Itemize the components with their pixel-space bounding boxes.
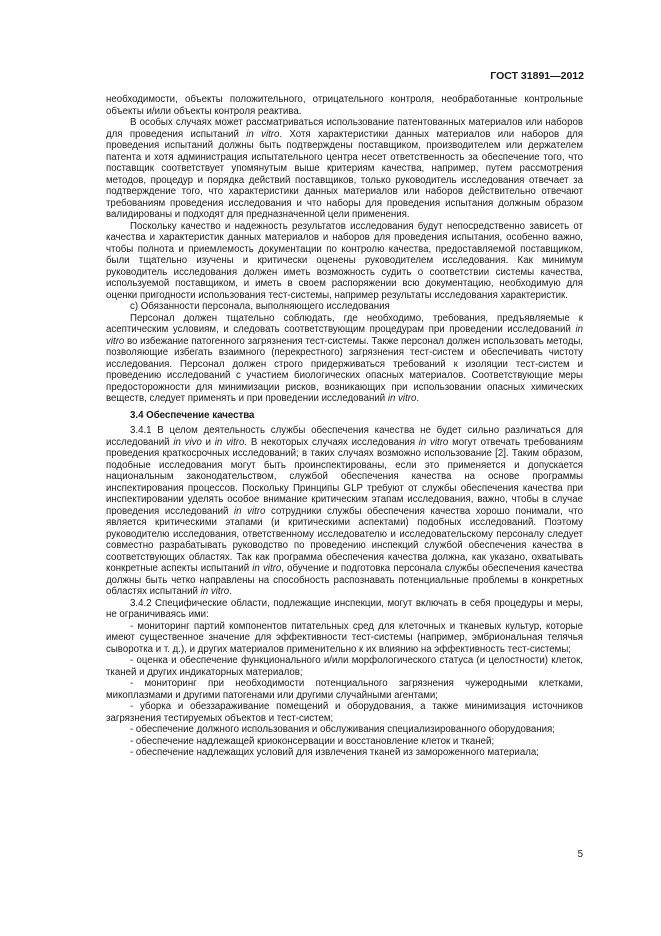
text-run: и: [201, 436, 215, 448]
list-item: [106, 655, 583, 678]
paragraph: [106, 94, 583, 117]
section-heading: [106, 410, 583, 422]
text-run: обеспечение должного использования и обслуживания специализированного оборудования;: [135, 724, 555, 735]
list-item: [106, 724, 583, 736]
text-run: Персонал должен тщательно соблюдать, где необходимо, требования, предъявляемые к асептическим условиям, и следовать соответствующим процедурам при проведении исследований: [106, 312, 583, 335]
italic-term: in vitro: [200, 586, 230, 597]
text-run: . Хотя характеристики данных материалов или наборов для проведения испытаний должны быть подтверждены поставщиком, производителем или держателем патента и хотя администрация испытательного центра несет ответственность за обеспечение того, что поставщик соответствует упомянутым выше критериям качества, например, путем рассмотрения методов, процедур и порядка действий поставщиков, только руководитель исследования отвечает за подтверждение того, что характеристики данных материалов или наборов действительно отвечают требованиям проведения исследования и что наборы для проведения испытания должным образом валидированы и подходят для предназначенной цели применения.: [106, 128, 583, 220]
text-run: В особых случаях может рассматриваться использование патентованных материалов или наборов для проведения испытаний: [106, 117, 583, 140]
text-run: 3.4 Обеспечение качества: [130, 409, 255, 421]
text-run: Поскольку качество и надежность результатов исследования будут непосредственно зависеть от качества и характеристик данных материалов и наборов для проведения испытания, особенно важно, чтобы полнота и приемлемость документации по контролю качества, предоставляемой поставщиком, были тщательно изучены и критически оценены руководителем исследования. Как минимум руководитель исследования должен иметь возможность судить о соответствии системы качества, используемой поставщиком, и иметь в своем распоряжении всю документацию, необходимую для оценки пригодности использования тест-системы, например результаты исследования характеристик.: [106, 220, 583, 301]
paragraph: [106, 301, 583, 313]
list-item: [106, 736, 583, 748]
italic-term: in vivo: [173, 436, 202, 448]
list-item: [106, 621, 583, 656]
text-run: оценка и обеспечение функционального и/или морфологического статуса (и целостности) клеток, тканей и других индикаторных материалов;: [106, 655, 583, 678]
text-run: с) Обязанности персонала, выполняющего исследования: [130, 301, 390, 312]
italic-term: in vitro: [387, 393, 417, 404]
text-run: мониторинг партий компонентов питательных сред для клеточных и тканевых культур, которые имеют существенное значение для эффективности тест-системы (например, эмбриональная телячья сыворотка и т. д.), и других материалов применительно к их влиянию на эффективность тест-системы;: [106, 620, 584, 655]
italic-term: in vitro: [418, 436, 449, 448]
text-run: . В некоторых случаях исследования: [244, 436, 419, 448]
paragraph: [106, 313, 583, 405]
page-number: 5: [577, 849, 583, 860]
list-item: [106, 701, 583, 724]
document-header: ГОСТ 31891—2012: [490, 70, 584, 82]
bullet-list: [106, 621, 583, 759]
list-item: [106, 678, 583, 701]
italic-term: in vitro: [106, 324, 583, 347]
text-run: во избежание патогенного загрязнения тест-системы. Также персонал должен использовать методы, позволяющие избегать взаимного (перекрестного) загрязнения тест-систем и обеспечивать чистоту исследования. Персонал должен строго придерживаться требований к изоляции тест-систем и проведению исследований с участием биологических опасных материалов. Соответствующие меры предосторожности для минимизации рисков, возникающих при использовании опасных химических веществ, следует применять и при проведении исследований: [106, 335, 583, 404]
italic-term: in vitro: [246, 128, 280, 140]
text-run: обеспечение надлежащих условий для извлечения тканей из замороженного материала;: [135, 747, 539, 758]
text-run: 3.4.2 Специфические области, подлежащие инспекции, могут включать в себя процедуры и меры, не ограничиваясь ими:: [106, 597, 583, 620]
page-body: [106, 94, 583, 759]
list-item: [106, 747, 583, 759]
text-run: , обучение и подготовка персонала службы обеспечения качества должны быть четко направлены на способность распознавать потенциальные проблемы в конкретных областях испытаний: [106, 563, 583, 597]
text-run: уборка и обеззараживание помещений и оборудования, а также минимизация источников загрязнения тестируемых объектов и тест-систем;: [106, 701, 584, 724]
text-run: могут отвечать требованиям проведения краткосрочных исследований; в таких случаях возможно использование [2]. Таким образом, подобные исследования могут быть проинспектированы, если это применяется и допускается национальным законодательством, службой обеспечения качества на основе программы инспектирования процессов. Поскольку Принципы GLP требуют от службы обеспечения качества при инспектировании уделять особое внимание критическим этапам исследования, важно, чтобы в случае проведения исследований: [106, 436, 583, 517]
paragraph: [106, 117, 583, 221]
text-run: 3.4.1 В целом деятельность службы обеспечения качества не будет сильно различаться для исследований: [106, 425, 583, 448]
italic-term: in vitro: [214, 436, 245, 448]
text-run: обеспечение надлежащей криоконсервации и восстановление клеток и тканей;: [135, 735, 495, 747]
italic-term: in vitro: [252, 563, 282, 574]
text-run: .: [416, 393, 420, 404]
paragraph: [106, 425, 583, 598]
italic-term: in vitro: [234, 505, 266, 517]
paragraph: [106, 598, 583, 621]
text-run: сотрудники службы обеспечения качества хорошо понимали, что является критическими этапами (и критическими аспектами) подобных исследований. Поэтому руководителю исследования, ответственному исследователю и исследовательскому персоналу следует совместно разрабатывать руководство по проведению инспекций службой обеспечения качества в соответствующих областях. Так как программа обеспечения качества должна, как указано, охватывать конкретные аспекты испытаний: [106, 505, 583, 574]
text-run: мониторинг при необходимости потенциального загрязнения чужеродными клетками, микоплазмами и другими патогенами или другими случайными агентами;: [106, 678, 584, 701]
text-run: необходимости, объекты положительного, отрицательного контроля, необработанные контрольные объекты и/или объекты контроля реактива.: [106, 94, 583, 117]
text-run: .: [229, 586, 232, 597]
paragraph: [106, 221, 583, 302]
